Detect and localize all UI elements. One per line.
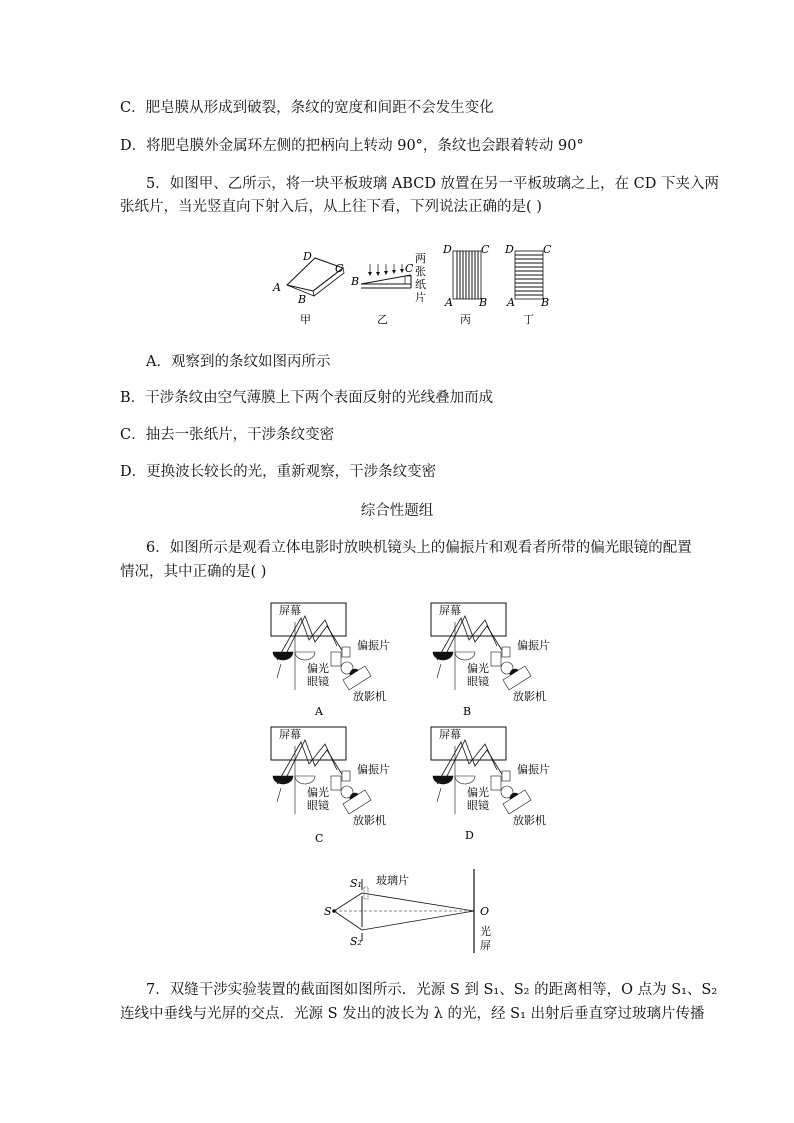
question-5-figure bbox=[265, 238, 565, 330]
label-o: O bbox=[480, 905, 490, 918]
label-b2: B bbox=[351, 275, 360, 288]
question-7-figure bbox=[320, 865, 500, 955]
figure-jia bbox=[272, 250, 344, 326]
option-d-prev: D．将肥皂膜外金属环左侧的把柄向上转动 90°，条纹也会跟着转动 90° bbox=[120, 138, 584, 154]
option-5b: B．干涉条纹由空气薄膜上下两个表面反射的光线叠加而成 bbox=[120, 390, 494, 406]
panel-c bbox=[271, 727, 390, 845]
glass-sheet bbox=[364, 887, 368, 899]
label-b3: B bbox=[479, 296, 488, 309]
section-title: 综合性题组 bbox=[360, 503, 434, 519]
screen-label-2: 屏 bbox=[480, 939, 491, 952]
option-label-b: B bbox=[463, 705, 472, 718]
paper-label-2: 张 bbox=[415, 265, 426, 278]
polarizer-label-a: 偏振片 bbox=[357, 639, 390, 652]
question-5-line2: 张纸片，当光竖直向下射入后，从上往下看，下列说法正确的是( ) bbox=[120, 199, 542, 215]
label-c2: C bbox=[405, 262, 414, 275]
glasses-label-d1: 偏光 bbox=[467, 786, 489, 799]
label-c3: C bbox=[481, 243, 490, 256]
glasses-label-d2: 眼镜 bbox=[467, 799, 489, 812]
question-7-line1: 7．双缝干涉实验装置的截面图如图所示．光源 S 到 S₁、S₂ 的距离相等，O 点为 S₁、S₂ bbox=[146, 982, 718, 998]
projector-label-d: 放影机 bbox=[513, 814, 546, 827]
option-label-a: A bbox=[315, 705, 323, 718]
option-5a: A．观察到的条纹如图丙所示 bbox=[146, 354, 331, 370]
figure-bing bbox=[442, 243, 490, 326]
glass-label: 玻璃片 bbox=[376, 874, 409, 887]
glasses-label-a1: 偏光 bbox=[307, 662, 329, 675]
glasses-label-c1: 偏光 bbox=[307, 786, 329, 799]
label-b4: B bbox=[541, 296, 550, 309]
glasses-label-c2: 眼镜 bbox=[307, 799, 329, 812]
projector-label-a: 放影机 bbox=[353, 690, 386, 703]
question-6-line2: 情况，其中正确的是( ) bbox=[120, 564, 267, 580]
projector-label-b: 放影机 bbox=[513, 690, 546, 703]
label-b: B bbox=[298, 293, 307, 306]
screen-label-d: 屏幕 bbox=[439, 728, 461, 741]
glasses-label-a2: 眼镜 bbox=[307, 675, 329, 688]
label-s: S bbox=[324, 905, 332, 918]
label-d4: D bbox=[505, 243, 514, 256]
label-d: D bbox=[303, 250, 312, 263]
screen-label-b: 屏幕 bbox=[439, 604, 461, 617]
label-s2: S₂ bbox=[350, 935, 362, 948]
option-5c-prev: C．肥皂膜从形成到破裂，条纹的宽度和间距不会发生变化 bbox=[120, 100, 494, 116]
label-a4: A bbox=[507, 296, 515, 309]
glasses-label-b2: 眼镜 bbox=[467, 675, 489, 688]
caption-jia: 甲 bbox=[300, 313, 311, 326]
figure-ding bbox=[504, 243, 552, 326]
question-5-line1: 5．如图甲、乙所示，将一块平板玻璃 ABCD 放置在另一平板玻璃之上，在 CD 下夹入两 bbox=[146, 176, 719, 192]
question-6-line1: 6．如图所示是观看立体电影时放映机镜头上的偏振片和观看者所带的偏光眼镜的配置 bbox=[146, 540, 692, 556]
caption-yi: 乙 bbox=[377, 313, 388, 326]
panel-a bbox=[271, 603, 390, 718]
paper-label-1: 两 bbox=[415, 252, 426, 265]
label-c4: C bbox=[543, 243, 552, 256]
label-s1: S₁ bbox=[350, 877, 362, 890]
polarizer-label-d: 偏振片 bbox=[517, 763, 550, 776]
projector-label-c: 放影机 bbox=[353, 814, 386, 827]
question-7-line2: 连线中垂线与光屏的交点．光源 S 发出的波长为 λ 的光，经 S₁ 出射后垂直穿过玻璃片传播 bbox=[120, 1006, 705, 1022]
option-5c: C．抽去一张纸片，干涉条纹变密 bbox=[120, 427, 335, 443]
option-label-d: D bbox=[465, 829, 474, 842]
label-c: C bbox=[335, 262, 344, 275]
caption-bing: 丙 bbox=[460, 313, 471, 326]
screen-label-c: 屏幕 bbox=[279, 728, 301, 741]
caption-ding: 丁 bbox=[523, 313, 534, 326]
paper-label-4: 片 bbox=[415, 291, 426, 304]
panel-b bbox=[431, 603, 550, 718]
screen-label-1: 光 bbox=[480, 925, 491, 938]
glasses-label-b1: 偏光 bbox=[467, 662, 489, 675]
paper-label-3: 纸 bbox=[415, 278, 426, 291]
label-a3: A bbox=[445, 296, 453, 309]
option-5d: D．更换波长较长的光，重新观察，干涉条纹变密 bbox=[120, 464, 437, 480]
question-6-figure bbox=[265, 600, 565, 845]
label-a: A bbox=[273, 281, 281, 294]
label-d3: D bbox=[443, 243, 452, 256]
option-label-c: C bbox=[315, 832, 324, 845]
figure-yi bbox=[350, 252, 426, 326]
polarizer-label-c: 偏振片 bbox=[357, 763, 390, 776]
panel-d bbox=[431, 727, 550, 842]
screen-label-a: 屏幕 bbox=[279, 604, 301, 617]
polarizer-label-b: 偏振片 bbox=[517, 639, 550, 652]
